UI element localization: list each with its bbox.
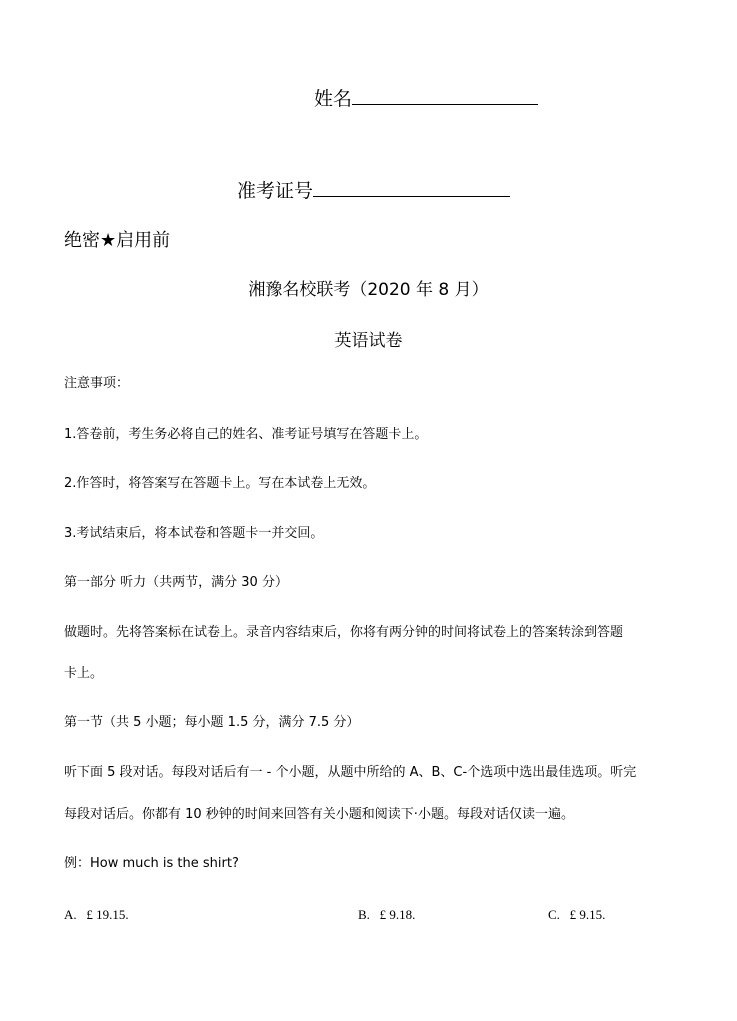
option-c xyxy=(548,908,605,921)
name-field xyxy=(314,84,538,111)
notes-heading: 注意事项： xyxy=(64,376,130,391)
option-b-text: £ 9.18. xyxy=(379,907,416,922)
option-a xyxy=(64,908,129,921)
note-item-2: 2.作答时，将答案写在答题卡上。写在本试卷上无效。 xyxy=(64,476,376,491)
exam-title: 湘豫名校联考（2020 年 8 月） xyxy=(248,280,489,300)
id-label: 准考证号 xyxy=(237,180,314,202)
part1-instruction-line2: 卡上。 xyxy=(64,666,104,681)
example-question-text: 例：How much is the shirt? xyxy=(64,856,239,871)
section1-heading: 第一节（共 5 小题；每小题 1.5 分，满分 7.5 分） xyxy=(64,715,360,730)
name-blank xyxy=(352,86,538,105)
section1-instruction-line1: 听下面 5 段对话。每段对话后有一 - 个小题，从题中所给的 A、B、C-个选项中选出最佳选项。听完 xyxy=(64,765,637,780)
section1-instruction-line2: 每段对话后。你都有 10 秒钟的时间来回答有关小题和阅读下·小题。每段对话仅读一遍。 xyxy=(64,807,574,822)
id-field xyxy=(237,176,510,203)
part1-instruction-line1: 做题时。先将答案标在试卷上。录音内容结束后，你将有两分钟的时间将试卷上的答案转涂到答题 xyxy=(64,625,624,640)
part1-heading: 第一部分 听力（共两节，满分 30 分） xyxy=(64,575,288,590)
note-item-3: 3.考试结束后，将本试卷和答题卡一并交回。 xyxy=(64,526,324,541)
subject-title: 英语试卷 xyxy=(334,331,403,351)
option-b xyxy=(358,908,415,921)
note-item-1: 1.答卷前，考生务必将自己的姓名、准考证号填写在答题卡上。 xyxy=(64,427,428,442)
id-blank xyxy=(313,178,510,197)
secret-label: 绝密★启用前 xyxy=(64,230,171,251)
option-b-letter: B. xyxy=(358,907,370,922)
name-label: 姓名 xyxy=(314,88,353,110)
option-c-text: £ 9.15. xyxy=(569,907,606,922)
option-c-letter: C. xyxy=(548,907,560,922)
example-question xyxy=(64,857,239,870)
option-a-letter: A. xyxy=(64,907,77,922)
option-a-text: £ 19.15. xyxy=(86,907,129,922)
